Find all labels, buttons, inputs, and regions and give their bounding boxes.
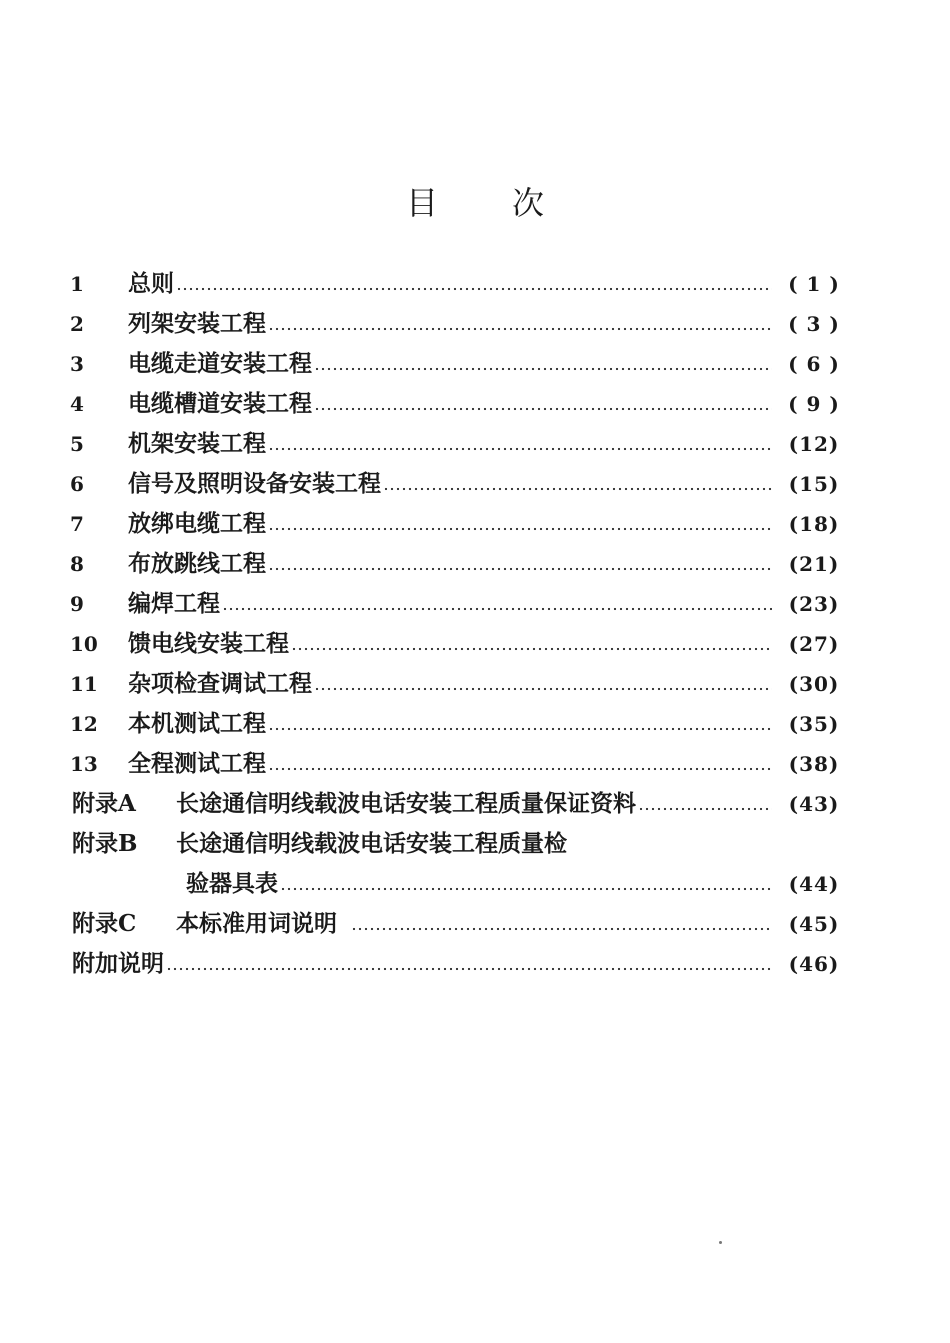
toc-entry-page: (23) (788, 592, 840, 616)
toc-entry-title: 杂项检查调试工程 (128, 670, 312, 697)
toc-entry-page: (45) (788, 912, 840, 936)
page-title-char-1: 目 (405, 184, 438, 222)
toc-entry-number: 11 (70, 672, 98, 696)
toc-entry-page: (15) (788, 472, 840, 496)
toc-entry-page: (44) (788, 872, 840, 896)
toc-entry[interactable] (0, 704, 950, 744)
toc-entry[interactable] (0, 304, 950, 344)
toc-entry-number: 2 (70, 312, 84, 336)
page-title-char-2: 次 (512, 184, 545, 222)
toc-entry-number: 5 (70, 432, 84, 456)
toc-additional-note[interactable] (0, 944, 950, 984)
appendix-label: 附录C (72, 910, 137, 937)
dot-leader (351, 904, 772, 944)
toc-entry-page: (43) (788, 792, 840, 816)
toc-entry-page: (21) (788, 552, 840, 576)
toc-entry-title: 本机测试工程 (128, 710, 266, 737)
toc-entry-page: ( 1 ) (788, 272, 840, 296)
toc-entry-number: 7 (70, 512, 84, 536)
scan-speck (719, 1241, 722, 1244)
dot-leader (268, 424, 772, 464)
toc-entry-title: 编焊工程 (128, 590, 220, 617)
toc-entry-title: 放绑电缆工程 (128, 510, 266, 537)
toc-entry-number: 12 (70, 712, 98, 736)
toc-entry[interactable] (0, 384, 950, 424)
appendix-label: 附录A (72, 790, 136, 817)
toc-entry-title: 馈电线安装工程 (128, 630, 289, 657)
dot-leader (280, 864, 772, 904)
toc-entry-number: 3 (70, 352, 84, 376)
dot-leader (314, 384, 772, 424)
appendix-title-line2: 验器具表 (186, 870, 278, 897)
toc-entry[interactable] (0, 264, 950, 304)
toc-entry-number: 9 (70, 592, 84, 616)
toc-entry-page: (12) (788, 432, 840, 456)
appendix-label: 附录B (72, 830, 138, 857)
toc-entry-title: 信号及照明设备安装工程 (128, 470, 381, 497)
toc-entry-page: ( 3 ) (788, 312, 840, 336)
toc-entry-number: 6 (70, 472, 84, 496)
toc-appendix-a[interactable] (0, 784, 950, 824)
page-title (0, 178, 950, 224)
dot-leader (291, 624, 772, 664)
dot-leader (638, 784, 772, 824)
toc-entry-number: 4 (70, 392, 84, 416)
toc-entry-page: ( 9 ) (788, 392, 840, 416)
toc-entry-title: 机架安装工程 (128, 430, 266, 457)
toc-entry-title: 列架安装工程 (128, 310, 266, 337)
toc-entry[interactable] (0, 344, 950, 384)
dot-leader (268, 304, 772, 344)
dot-leader (314, 344, 772, 384)
dot-leader (268, 704, 772, 744)
toc-entry-title: 总则 (128, 270, 174, 297)
appendix-title-line1: 长途通信明线载波电话安装工程质量检 (176, 830, 567, 857)
toc-appendix-b[interactable] (0, 824, 950, 864)
toc-entry-number: 10 (70, 632, 98, 656)
toc-entry-title: 电缆槽道安装工程 (128, 390, 312, 417)
toc-entry-title: 布放跳线工程 (128, 550, 266, 577)
dot-leader (268, 504, 772, 544)
toc-entry-page: (38) (788, 752, 840, 776)
toc-entry-page: ( 6 ) (788, 352, 840, 376)
toc-entry-page: (30) (788, 672, 840, 696)
toc-entry-page: (18) (788, 512, 840, 536)
toc-entry-page: (27) (788, 632, 840, 656)
dot-leader (383, 464, 772, 504)
appendix-title: 本标准用词说明 (176, 910, 337, 937)
toc-entry-number: 1 (70, 272, 84, 296)
toc-entry[interactable] (0, 464, 950, 504)
dot-leader (222, 584, 772, 624)
toc-entry-number: 8 (70, 552, 84, 576)
toc-entry[interactable] (0, 664, 950, 704)
toc-entry[interactable] (0, 744, 950, 784)
toc-appendix-c[interactable] (0, 904, 950, 944)
dot-leader (176, 264, 772, 304)
toc-entry-page: (46) (788, 952, 840, 976)
appendix-title: 长途通信明线载波电话安装工程质量保证资料 (176, 790, 636, 817)
dot-leader (268, 544, 772, 584)
toc-entry[interactable] (0, 424, 950, 464)
toc-entry-title: 全程测试工程 (128, 750, 266, 777)
toc-entry[interactable] (0, 584, 950, 624)
toc-entry[interactable] (0, 504, 950, 544)
toc-entry[interactable] (0, 544, 950, 584)
toc-entry-number: 13 (70, 752, 98, 776)
dot-leader (314, 664, 772, 704)
appendix-title: 附加说明 (72, 950, 164, 977)
toc-entry-page: (35) (788, 712, 840, 736)
toc-entry-title: 电缆走道安装工程 (128, 350, 312, 377)
dot-leader (166, 944, 772, 984)
toc-entry[interactable] (0, 624, 950, 664)
dot-leader (268, 744, 772, 784)
toc-appendix-b-continued[interactable] (0, 864, 950, 904)
